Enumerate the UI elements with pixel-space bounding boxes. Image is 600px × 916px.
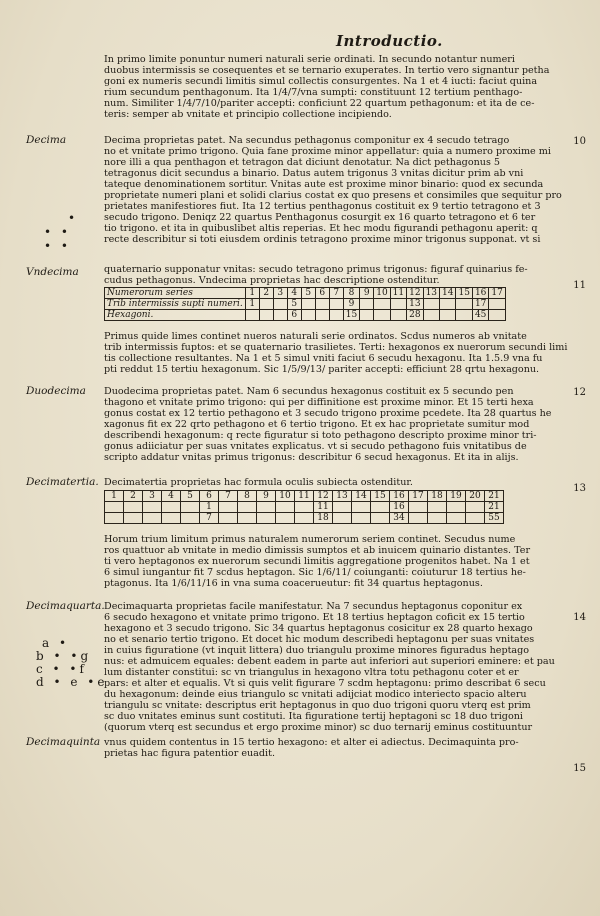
table-cell: 17 [409,491,428,502]
table-cell [257,502,276,513]
table-cell: 6 [287,310,301,321]
table-cell: 12 [314,491,333,502]
table-cell: 4 [162,491,181,502]
text-line: ti vero heptagonos ex nuerorum secundi limitis aggregatione progenitos habet. Na 1 et [104,556,530,567]
table-cell: 10 [374,288,390,299]
table-cell [162,513,181,524]
table-cell [105,502,124,513]
table-cell [276,502,295,513]
table-cell [352,513,371,524]
table-row [105,513,504,524]
table-row [105,299,506,310]
text-line: 6 secudo hexagono et vnitate primo trigono. Et 18 tertius heptagon coficit ex 15 tertio [104,612,525,623]
text-line: recte describitur si toti eiusdem ordinis tetragono proxime minor trigonus supponat. vt si [104,234,541,245]
text-line: Decima proprietas patet. Na secundus pethagonus componitur ex 4 secudo tetrago [104,135,510,146]
text-line: no et senario tertio trigono. Et docet hic modum describedi heptagonu per suas vnitates [104,634,535,645]
table-cell [273,310,287,321]
table-cell: 16 [390,502,409,513]
table-cell: 5 [301,288,315,299]
table-cell [360,299,374,310]
table-cell: 18 [314,513,333,524]
table-cell [219,513,238,524]
text-line: hexagono et 3 secudo trigono. Sic 34 quartus heptagonus cosicitur ex 28 quarto hexago [104,623,533,634]
table-cell: 13 [423,288,439,299]
table-cell: 14 [352,491,371,502]
text-line: Decimatertia proprietas hac formula oculis subiecta ostenditur. [104,477,413,488]
text-line: nus: et admuicem equales: debent eadem in parte aut inferiori aut superiori eminere: et pau [104,656,555,667]
text-line: gonus adiiciatur per suas vnitates explicatus. vt si secudo pethagono fuis vnitatibus de [104,441,527,452]
text-line: describendi hexagonum: q recte figuratur si toto pethagono descripto proxime minor tri- [104,430,537,441]
table-row [105,491,504,502]
table-cell: 16 [472,288,488,299]
text-line: cudus pethagonus. Vndecima proprietas hac descriptione ostenditur. [104,275,440,286]
running-head: Introductio. [336,32,443,50]
table-cell: 13 [407,299,423,310]
margin-label-decima: Decima [26,134,67,146]
table-cell: 6 [315,288,329,299]
table-cell: 8 [343,288,359,299]
table-cell [259,310,273,321]
table-cell [257,513,276,524]
table-cell: 20 [466,491,485,502]
table-cell: 2 [124,491,143,502]
text-line: triangulu sc vnitate: descriptus erit heptagonus in quo duo trigoni quoru vterq est prim [104,700,531,711]
table-cell [329,299,343,310]
table-cell [329,310,343,321]
table-cell: 8 [238,491,257,502]
text-line: no et vnitate primo trigono. Quia fane proxime minor appellatur: quia a numero proxime mi [104,146,551,157]
table-cell: 3 [273,288,287,299]
table-cell: 19 [447,491,466,502]
margin-label-vndecima: Vndecima [26,266,79,278]
table-cell [124,513,143,524]
table-cell [409,513,428,524]
table-cell [181,502,200,513]
table-cell: 11 [314,502,333,513]
table-cell: 28 [407,310,423,321]
text-line: tateque denominationem sortitur. Vnitas aute est proxime minor binario: quod ex secunda [104,179,544,190]
table-cell [466,502,485,513]
table-cell [390,299,406,310]
text-line: prietates manifestiores fiut. Ita 12 tertius penthagonus costituit ex 9 tertio tetragono et 3 [104,201,541,212]
text-line: gonus costat ex 12 tertio pethagono et 3 secudo trigono proxime pcedete. Ita 28 quartus he [104,408,552,419]
table-cell: 7 [329,288,343,299]
table-cell: 17 [489,288,505,299]
text-line: ptagonus. Ita 1/6/11/16 in vna suma coacerueutur: fit 34 quartus heptagonus. [104,578,483,589]
text-line: pars: et alter et equalis. Vt si quis velit figurare 7 scdm heptagonu: primo describat 6 secu [104,678,546,689]
paragraph-primus-quidem [104,331,574,375]
text-line: nore illi a qua penthagon et tetragon dat diciunt denotatur. Na dict pethagonus 5 [104,157,501,168]
table-cell [315,299,329,310]
table-cell: 55 [485,513,504,524]
table-cell: 1 [245,299,259,310]
table-cell [245,310,259,321]
text-line: proprietate numeri plani et solidi clarius costat ex quo presens et consimiles que sequitur pro [104,190,562,201]
margin-label-decimatertia: Decimatertia. [26,476,99,488]
table-cell [440,310,456,321]
table-row [105,502,504,513]
table-cell: 7 [200,513,219,524]
paragraph-decimatertia [104,477,574,488]
text-line: lum distanter constitui: sc vn triangulus in hexagono vltra totu pethagonu coter et er [104,667,519,678]
table-cell: 45 [472,310,488,321]
paragraph-horum-trium [104,534,574,589]
paragraph-primus-limes [104,54,574,120]
table-cell: 9 [343,299,359,310]
marginal-dot-figure: c • •f [36,662,87,676]
table-cell [466,513,485,524]
table-cell: 1 [245,288,259,299]
margin-number: 10 [573,136,586,147]
table-cell: 15 [343,310,359,321]
table-cell: 21 [485,502,504,513]
table-cell: 15 [371,491,390,502]
table-cell: 6 [200,491,219,502]
text-line: prietas hac figura patentior euadit. [104,748,276,759]
table-cell [447,513,466,524]
text-line: In primo limite ponuntur numeri naturali serie ordinati. In secundo notantur numeri [104,54,515,65]
margin-label-duodecima: Duodecima [26,385,86,397]
margin-label-decimaquinta: Decimaquinta [26,736,101,748]
table-cell: 21 [485,491,504,502]
text-line: sc duo vnitates eminus sunt costituti. Ita figuratione tertij heptagoni sc 18 duo trigoni [104,711,523,722]
text-line: Duodecima proprietas patet. Nam 6 secundus hexagonus costituit ex 5 secundo pen [104,386,514,397]
row-label: Trib intermissis supti numeri. [105,299,246,310]
paragraph-decimaquinta [104,737,574,759]
table-cell [259,299,273,310]
text-line: Primus quide limes continet nueros naturali serie ordinatos. Scdus numeros ab vnitate [104,331,527,342]
table-cell [273,299,287,310]
text-line: vnus quidem contentus in 15 tertio hexagono: et alter ei adiectus. Decimaquinta pro- [104,737,519,748]
margin-number: 14 [573,612,586,623]
text-line: quaternario supponatur vnitas: secudo tetragono primus trigonus: figuraf quinarius fe- [104,264,528,275]
text-line: 6 simul iungantur fit 7 scdus heptagon. Sic 1/6/11/ coiunganti: coiuturur 18 tertius he- [104,567,526,578]
marginal-dot-figure: d • e •e [36,675,108,689]
row-label: Numerorum series [105,288,246,299]
text-line: in cuius figuratione (vt inquit littera) duo triangulu proxime minores figuradus heptago [104,645,530,656]
table-cell [352,502,371,513]
table-cell [456,310,472,321]
table-cell: 34 [390,513,409,524]
text-line: duobus intermissis se cosequentes et se ternario exuperates. In tertio vero signantur petha [104,65,550,76]
text-line: goni ex numeris secundi limitis simul collectis consurgentes. Na 1 et 4 iucti: faciut quina [104,76,538,87]
table-cell: 15 [456,288,472,299]
table-cell [371,502,390,513]
table-cell [489,299,505,310]
table-cell [371,513,390,524]
table-cell [374,299,390,310]
text-line: (quorum vterq est secundus et ergo proxime minor) sc duo ternarij eminus costituuntur [104,722,533,733]
marginal-dot-figure: • • [44,225,71,239]
table-cell [143,502,162,513]
text-line: xagonus fit ex 22 qrto pethagono et 6 tertio trigono. Et ex hac proprietate sumitur mod [104,419,530,430]
table-cell [360,310,374,321]
row-label: Hexagoni. [105,310,246,321]
margin-number: 11 [573,280,586,291]
table-cell: 5 [287,299,301,310]
text-line: teris: semper ab vnitate et principio collectione incipiendo. [104,109,392,120]
text-line: trib intermissis fuptos: et se quaternario trasilietes. Terti: hexagonos ex nuerorum secundi limi [104,342,568,353]
table-cell [276,513,295,524]
table-cell: 13 [333,491,352,502]
table-cell: 10 [276,491,295,502]
table-cell: 4 [287,288,301,299]
table-cell [238,502,257,513]
table-cell: 9 [360,288,374,299]
table-cell [105,513,124,524]
table-cell: 9 [257,491,276,502]
paragraph-vndecima [104,264,574,286]
table-cell: 11 [295,491,314,502]
table-row [105,288,506,299]
table-cell [428,502,447,513]
table-cell [333,502,352,513]
text-line: du hexagonum: deinde eius triangulo sc vnitati adijciat modico interiecto spacio alteru [104,689,527,700]
table-cell [219,502,238,513]
text-line: tetragonus dicit secundus a binario. Datus autem trigonus 3 vnitas dicitur prim ab vni [104,168,524,179]
paragraph-decima [104,135,574,245]
table-cell [238,513,257,524]
table-cell: 7 [219,491,238,502]
marginal-dot-figure: b • •g [36,649,92,663]
table-cell [295,502,314,513]
text-line: Decimaquarta proprietas facile manifestatur. Na 7 secundus heptagonus coponitur ex [104,601,523,612]
table-cell: 17 [472,299,488,310]
text-line: rium secundum penthagonum. Ita 1/4/7/vna sumpti: constituunt 12 tertium penthago- [104,87,523,98]
table-cell [162,502,181,513]
text-line: ros quattuor ab vnitate in medio dimissis sumptos et ab inuicem quinario distantes. Ter [104,545,531,556]
table-row [105,310,506,321]
table-cell: 1 [200,502,219,513]
table-cell [428,513,447,524]
marginal-dot-figure: a • [42,636,70,650]
margin-number: 12 [573,387,586,398]
margin-number: 13 [573,483,586,494]
table-cell [301,299,315,310]
table-cell [295,513,314,524]
text-line: Horum trium limitum primus naturalem numerorum seriem continet. Secudus nume [104,534,516,545]
paragraph-decimaquarta [104,601,574,733]
table-cell [315,310,329,321]
table-cell: 12 [407,288,423,299]
marginal-dot-figure: • • [44,239,71,253]
text-line: tio trigono. et ita in quibuslibet altis reperias. Et hec modu figurandi pethagonu aperit: q [104,223,538,234]
table-cell: 2 [259,288,273,299]
table-cell: 11 [390,288,406,299]
table-cell: 5 [181,491,200,502]
table-cell [124,502,143,513]
table-cell [489,310,505,321]
margin-label-decimaquarta: Decimaquarta. [26,600,105,612]
text-line: scripto addatur vnitas primus trigonus: describitur 6 secud hexagonus. Et ita in alijs. [104,452,519,463]
text-line: tis collectione resultantes. Na 1 et 5 simul vniti faciut 6 secudu hexagonu. Ita 1.5.9 vna fu [104,353,543,364]
margin-number: 15 [573,763,586,774]
table-cell [390,310,406,321]
table-cell [374,310,390,321]
table-cell [423,299,439,310]
table-cell [333,513,352,524]
paragraph-duodecima [104,386,574,463]
table-cell [447,502,466,513]
text-line: num. Similiter 1/4/7/10/pariter accepti: conficiunt 22 quartum pethagonum: et ita de ce- [104,98,535,109]
table-cell: 14 [440,288,456,299]
marginal-dot-figure: • [68,211,79,225]
table-cell [301,310,315,321]
table-cell [143,513,162,524]
table-cell [181,513,200,524]
table-cell: 18 [428,491,447,502]
table-cell [440,299,456,310]
table-cell: 3 [143,491,162,502]
table-hexagoni [104,287,506,321]
text-line: secudo trigono. Deniqz 22 quartus Penthagonus cosurgit ex 16 quarto tetragono et 6 ter [104,212,536,223]
text-line: thagono et vnitate primo trigono: qui per diffinitione est proxime minor. Et 15 terti hexa [104,397,534,408]
text-line: pti reddut 15 tertiu hexagonum. Sic 1/5/9/13/ pariter accepti: efficiunt 28 qrtu hexagonu. [104,364,540,375]
table-cell: 1 [105,491,124,502]
table-cell [456,299,472,310]
table-heptagoni [104,490,504,524]
table-cell [423,310,439,321]
table-cell [409,502,428,513]
table-cell: 16 [390,491,409,502]
